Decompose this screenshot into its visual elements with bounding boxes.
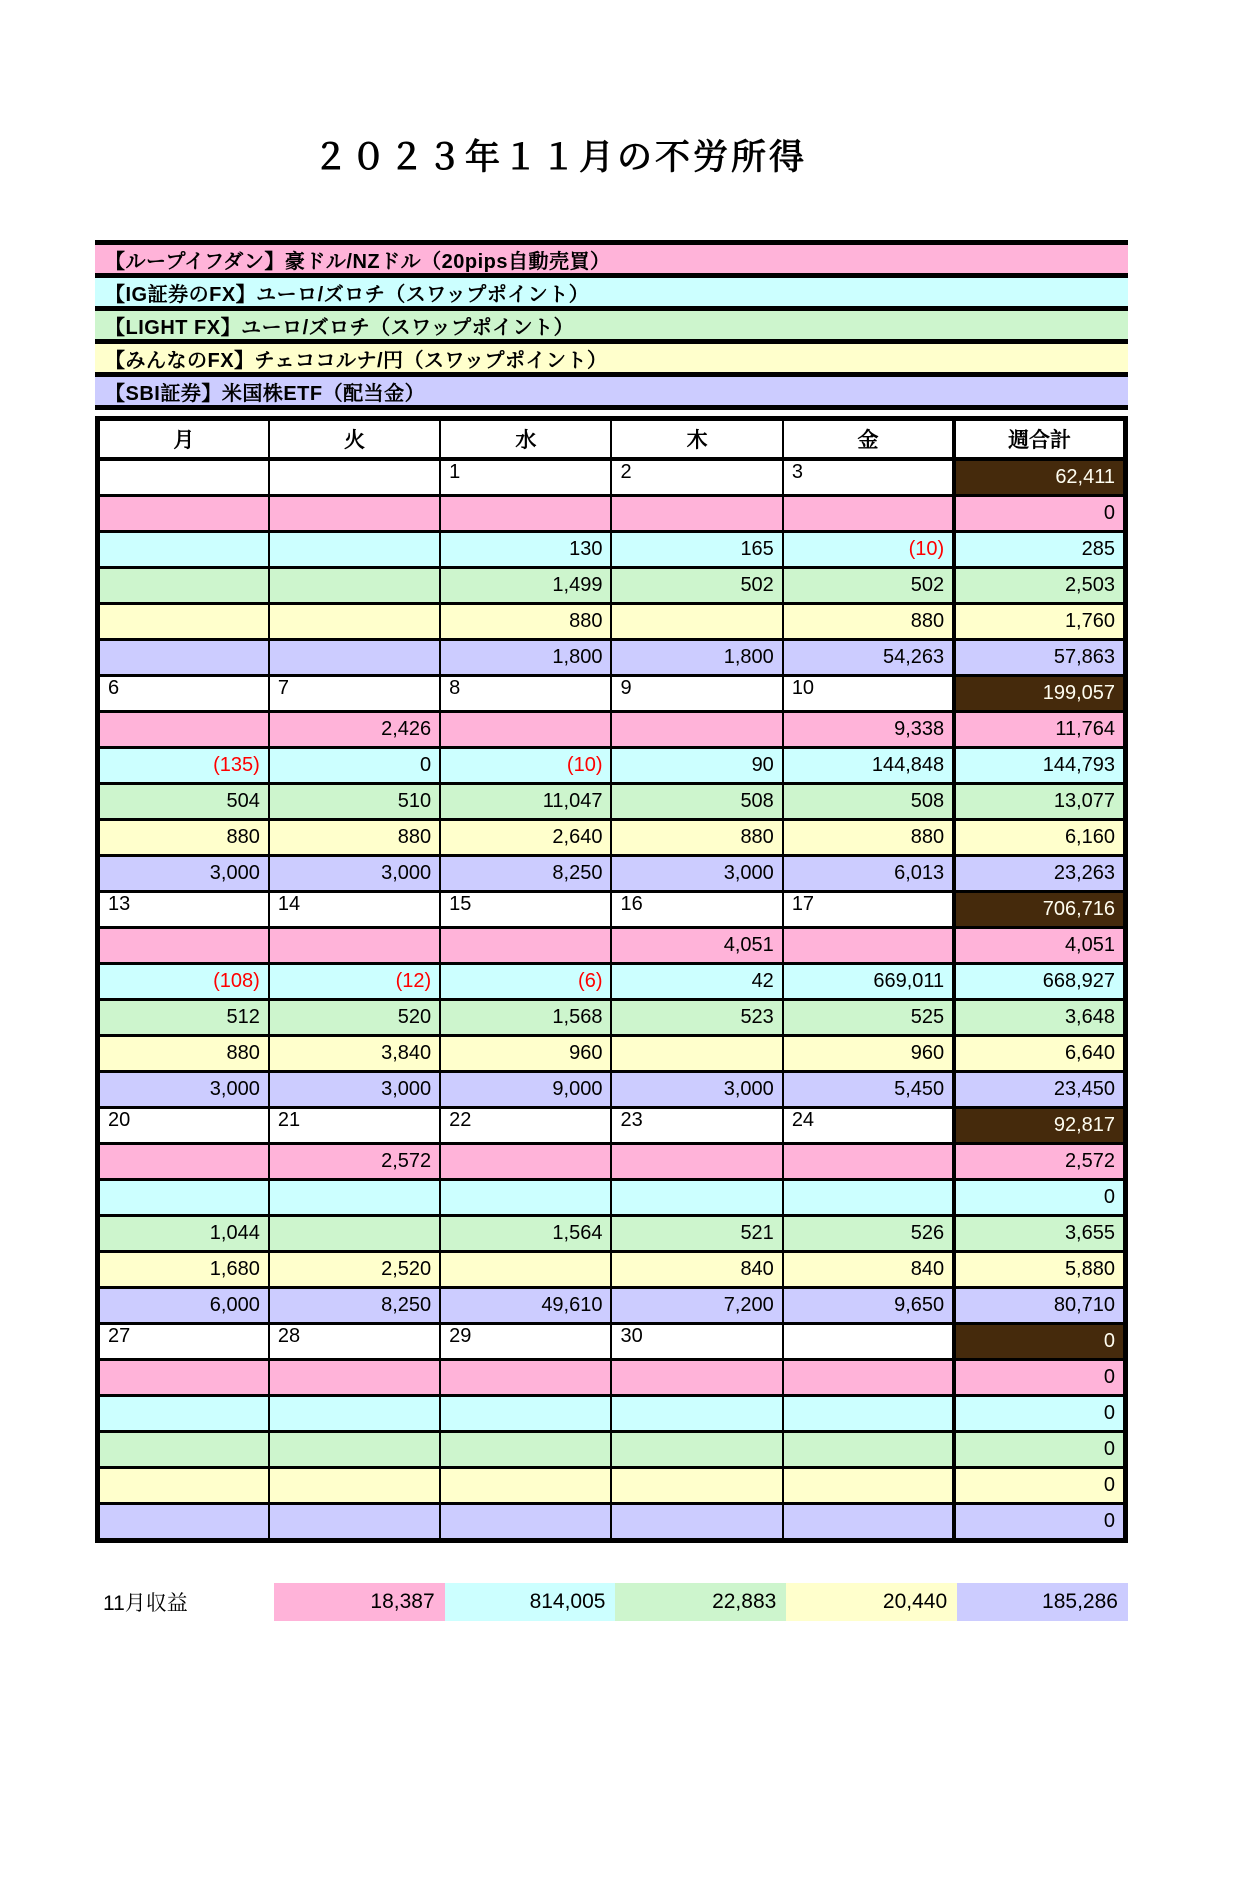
value-cell: 880 — [269, 820, 440, 856]
value-cell — [783, 1468, 954, 1504]
pink-row — [98, 712, 1126, 748]
legend — [95, 240, 1128, 410]
value-cell: 512 — [98, 1000, 269, 1036]
week-total-header: 週合計 — [954, 419, 1125, 460]
row-total-cell: 13,077 — [954, 784, 1125, 820]
date-cell: 20 — [98, 1108, 269, 1144]
legend-item-pink — [95, 245, 1128, 278]
value-cell: (6) — [440, 964, 611, 1000]
value-cell: 4,051 — [611, 928, 782, 964]
calendar-header-row — [98, 419, 1126, 460]
value-cell: 1,044 — [98, 1216, 269, 1252]
date-cell: 17 — [783, 892, 954, 928]
month-total-pink: 18,387 — [274, 1583, 445, 1621]
green-row — [98, 1432, 1126, 1468]
value-cell — [98, 604, 269, 640]
value-cell: 2,640 — [440, 820, 611, 856]
legend-item-label: 【みんなのFX】チェココルナ/円（スワップポイント） — [105, 349, 608, 372]
value-cell: 130 — [440, 532, 611, 568]
value-cell — [611, 496, 782, 532]
value-cell — [440, 1360, 611, 1396]
cyan-row — [98, 1396, 1126, 1432]
month-total-purple: 185,286 — [957, 1583, 1128, 1621]
row-total-cell: 3,655 — [954, 1216, 1125, 1252]
value-cell: 165 — [611, 532, 782, 568]
value-cell — [269, 1180, 440, 1216]
value-cell: 880 — [98, 820, 269, 856]
value-cell — [98, 712, 269, 748]
pink-row — [98, 1144, 1126, 1180]
legend-item-purple — [95, 377, 1128, 410]
value-cell — [611, 712, 782, 748]
row-total-cell: 0 — [954, 1468, 1125, 1504]
value-cell: 523 — [611, 1000, 782, 1036]
value-cell: 526 — [783, 1216, 954, 1252]
page-title: ２０２３年１１月の不労所得 — [312, 138, 807, 178]
yellow-row — [98, 1252, 1126, 1288]
date-cell: 6 — [98, 676, 269, 712]
month-total-yellow: 20,440 — [786, 1583, 957, 1621]
value-cell: 3,000 — [98, 1072, 269, 1108]
week-total-cell: 92,817 — [954, 1108, 1125, 1144]
value-cell — [783, 496, 954, 532]
date-cell: 7 — [269, 676, 440, 712]
cyan-row — [98, 1180, 1126, 1216]
value-cell: 1,680 — [98, 1252, 269, 1288]
value-cell — [98, 1504, 269, 1541]
row-total-cell: 0 — [954, 1504, 1125, 1541]
value-cell: 3,840 — [269, 1036, 440, 1072]
green-row — [98, 1216, 1126, 1252]
pink-row — [98, 496, 1126, 532]
value-cell — [440, 1504, 611, 1541]
row-total-cell: 0 — [954, 1360, 1125, 1396]
value-cell — [783, 1504, 954, 1541]
day-header: 水 — [440, 419, 611, 460]
value-cell — [98, 640, 269, 676]
value-cell: (10) — [440, 748, 611, 784]
date-cell: 15 — [440, 892, 611, 928]
value-cell: 6,000 — [98, 1288, 269, 1324]
row-total-cell: 23,450 — [954, 1072, 1125, 1108]
value-cell: 7,200 — [611, 1288, 782, 1324]
yellow-row — [98, 1468, 1126, 1504]
value-cell — [269, 1396, 440, 1432]
value-cell — [98, 1396, 269, 1432]
row-total-cell: 668,927 — [954, 964, 1125, 1000]
date-row — [98, 459, 1126, 496]
value-cell — [611, 1180, 782, 1216]
value-cell: 3,000 — [269, 1072, 440, 1108]
month-total-cyan: 814,005 — [445, 1583, 616, 1621]
value-cell: 8,250 — [269, 1288, 440, 1324]
value-cell — [611, 1504, 782, 1541]
value-cell: 504 — [98, 784, 269, 820]
value-cell — [98, 568, 269, 604]
value-cell: 3,000 — [269, 856, 440, 892]
purple-row — [98, 856, 1126, 892]
value-cell: (108) — [98, 964, 269, 1000]
date-cell — [269, 459, 440, 496]
value-cell: 2,572 — [269, 1144, 440, 1180]
date-cell: 14 — [269, 892, 440, 928]
legend-item-yellow — [95, 344, 1128, 377]
pink-row — [98, 928, 1126, 964]
value-cell: 8,250 — [440, 856, 611, 892]
value-cell: 960 — [783, 1036, 954, 1072]
value-cell — [440, 1432, 611, 1468]
value-cell: 9,338 — [783, 712, 954, 748]
row-total-cell: 5,880 — [954, 1252, 1125, 1288]
value-cell — [98, 496, 269, 532]
date-cell: 28 — [269, 1324, 440, 1360]
value-cell — [98, 1432, 269, 1468]
purple-row — [98, 1072, 1126, 1108]
value-cell: 3,000 — [98, 856, 269, 892]
date-row — [98, 1108, 1126, 1144]
cyan-row — [98, 748, 1126, 784]
calendar-table — [95, 416, 1128, 1543]
date-cell: 2 — [611, 459, 782, 496]
date-cell: 10 — [783, 676, 954, 712]
week-total-cell: 706,716 — [954, 892, 1125, 928]
value-cell: 49,610 — [440, 1288, 611, 1324]
value-cell — [269, 928, 440, 964]
date-cell: 16 — [611, 892, 782, 928]
value-cell — [611, 604, 782, 640]
value-cell — [611, 1432, 782, 1468]
legend-item-green — [95, 311, 1128, 344]
row-total-cell: 80,710 — [954, 1288, 1125, 1324]
value-cell: (10) — [783, 532, 954, 568]
date-row — [98, 1324, 1126, 1360]
value-cell — [269, 640, 440, 676]
value-cell: 9,000 — [440, 1072, 611, 1108]
value-cell — [98, 1360, 269, 1396]
value-cell — [269, 496, 440, 532]
value-cell: 3,000 — [611, 856, 782, 892]
value-cell — [611, 1036, 782, 1072]
value-cell — [269, 604, 440, 640]
date-cell: 23 — [611, 1108, 782, 1144]
row-total-cell: 6,160 — [954, 820, 1125, 856]
calendar-header — [98, 419, 1126, 460]
green-row — [98, 1000, 1126, 1036]
legend-item-label: 【ループイフダン】豪ドル/NZドル（20pips自動売買） — [105, 250, 611, 273]
month-summary — [95, 1583, 1128, 1621]
value-cell — [269, 1432, 440, 1468]
value-cell: 2,426 — [269, 712, 440, 748]
value-cell: 880 — [440, 604, 611, 640]
value-cell — [269, 1360, 440, 1396]
row-total-cell: 2,503 — [954, 568, 1125, 604]
date-cell: 13 — [98, 892, 269, 928]
row-total-cell: 23,263 — [954, 856, 1125, 892]
value-cell: 510 — [269, 784, 440, 820]
date-row — [98, 892, 1126, 928]
day-header: 金 — [783, 419, 954, 460]
value-cell: 1,568 — [440, 1000, 611, 1036]
row-total-cell: 144,793 — [954, 748, 1125, 784]
purple-row — [98, 640, 1126, 676]
green-row — [98, 568, 1126, 604]
row-total-cell: 0 — [954, 496, 1125, 532]
value-cell — [98, 1180, 269, 1216]
date-cell: 27 — [98, 1324, 269, 1360]
value-cell: 144,848 — [783, 748, 954, 784]
date-cell: 8 — [440, 676, 611, 712]
value-cell: 0 — [269, 748, 440, 784]
row-total-cell: 0 — [954, 1180, 1125, 1216]
yellow-row — [98, 604, 1126, 640]
date-cell: 21 — [269, 1108, 440, 1144]
date-cell: 3 — [783, 459, 954, 496]
legend-item-cyan — [95, 278, 1128, 311]
value-cell — [611, 1360, 782, 1396]
value-cell — [98, 928, 269, 964]
value-cell — [783, 1396, 954, 1432]
value-cell: 840 — [783, 1252, 954, 1288]
value-cell: 508 — [783, 784, 954, 820]
value-cell: 1,499 — [440, 568, 611, 604]
date-cell: 30 — [611, 1324, 782, 1360]
value-cell — [98, 1468, 269, 1504]
value-cell: 3,000 — [611, 1072, 782, 1108]
value-cell: 9,650 — [783, 1288, 954, 1324]
value-cell — [611, 1468, 782, 1504]
value-cell — [440, 1252, 611, 1288]
value-cell: 669,011 — [783, 964, 954, 1000]
row-total-cell: 285 — [954, 532, 1125, 568]
legend-item-label: 【IG証券のFX】ユーロ/ズロチ（スワップポイント） — [105, 283, 590, 306]
row-total-cell: 57,863 — [954, 640, 1125, 676]
row-total-cell: 0 — [954, 1396, 1125, 1432]
cyan-row — [98, 532, 1126, 568]
value-cell: 502 — [611, 568, 782, 604]
value-cell — [783, 1432, 954, 1468]
value-cell — [98, 532, 269, 568]
week-total-cell: 199,057 — [954, 676, 1125, 712]
value-cell: 521 — [611, 1216, 782, 1252]
date-cell: 29 — [440, 1324, 611, 1360]
value-cell: 1,800 — [611, 640, 782, 676]
day-header: 火 — [269, 419, 440, 460]
value-cell: 880 — [611, 820, 782, 856]
value-cell — [440, 1468, 611, 1504]
value-cell — [269, 1216, 440, 1252]
row-total-cell: 4,051 — [954, 928, 1125, 964]
value-cell — [611, 1144, 782, 1180]
value-cell: (135) — [98, 748, 269, 784]
value-cell: 880 — [783, 820, 954, 856]
value-cell: (12) — [269, 964, 440, 1000]
value-cell: 508 — [611, 784, 782, 820]
value-cell — [783, 1360, 954, 1396]
row-total-cell: 6,640 — [954, 1036, 1125, 1072]
value-cell: 6,013 — [783, 856, 954, 892]
week-total-cell: 62,411 — [954, 459, 1125, 496]
value-cell — [98, 1144, 269, 1180]
value-cell — [440, 712, 611, 748]
value-cell — [440, 1144, 611, 1180]
value-cell — [440, 1396, 611, 1432]
calendar-body — [98, 459, 1126, 1541]
week-total-cell: 0 — [954, 1324, 1125, 1360]
value-cell: 840 — [611, 1252, 782, 1288]
purple-row — [98, 1288, 1126, 1324]
pink-row — [98, 1360, 1126, 1396]
value-cell — [440, 1180, 611, 1216]
value-cell: 880 — [98, 1036, 269, 1072]
purple-row — [98, 1504, 1126, 1541]
row-total-cell: 2,572 — [954, 1144, 1125, 1180]
row-total-cell: 11,764 — [954, 712, 1125, 748]
value-cell: 11,047 — [440, 784, 611, 820]
value-cell — [783, 928, 954, 964]
value-cell — [269, 532, 440, 568]
date-cell — [783, 1324, 954, 1360]
date-cell: 1 — [440, 459, 611, 496]
value-cell — [783, 1144, 954, 1180]
value-cell: 1,564 — [440, 1216, 611, 1252]
date-cell: 9 — [611, 676, 782, 712]
date-cell: 22 — [440, 1108, 611, 1144]
day-header: 月 — [98, 419, 269, 460]
yellow-row — [98, 1036, 1126, 1072]
value-cell: 880 — [783, 604, 954, 640]
value-cell: 1,800 — [440, 640, 611, 676]
value-cell — [783, 1180, 954, 1216]
date-row — [98, 676, 1126, 712]
legend-item-label: 【LIGHT FX】ユーロ/ズロチ（スワップポイント） — [105, 316, 575, 339]
value-cell: 525 — [783, 1000, 954, 1036]
date-cell: 24 — [783, 1108, 954, 1144]
value-cell — [611, 1396, 782, 1432]
date-cell — [98, 459, 269, 496]
row-total-cell: 3,648 — [954, 1000, 1125, 1036]
value-cell — [440, 928, 611, 964]
day-header: 木 — [611, 419, 782, 460]
row-total-cell: 1,760 — [954, 604, 1125, 640]
value-cell: 2,520 — [269, 1252, 440, 1288]
value-cell: 54,263 — [783, 640, 954, 676]
value-cell: 960 — [440, 1036, 611, 1072]
value-cell — [269, 1504, 440, 1541]
cyan-row — [98, 964, 1126, 1000]
value-cell: 502 — [783, 568, 954, 604]
value-cell: 5,450 — [783, 1072, 954, 1108]
value-cell — [269, 568, 440, 604]
green-row — [98, 784, 1126, 820]
value-cell: 90 — [611, 748, 782, 784]
value-cell — [440, 496, 611, 532]
row-total-cell: 0 — [954, 1432, 1125, 1468]
month-summary-label: 11月収益 — [103, 1592, 188, 1615]
legend-item-label: 【SBI証券】米国株ETF（配当金） — [105, 382, 426, 405]
yellow-row — [98, 820, 1126, 856]
value-cell — [269, 1468, 440, 1504]
month-total-green: 22,883 — [615, 1583, 786, 1621]
value-cell: 520 — [269, 1000, 440, 1036]
value-cell: 42 — [611, 964, 782, 1000]
